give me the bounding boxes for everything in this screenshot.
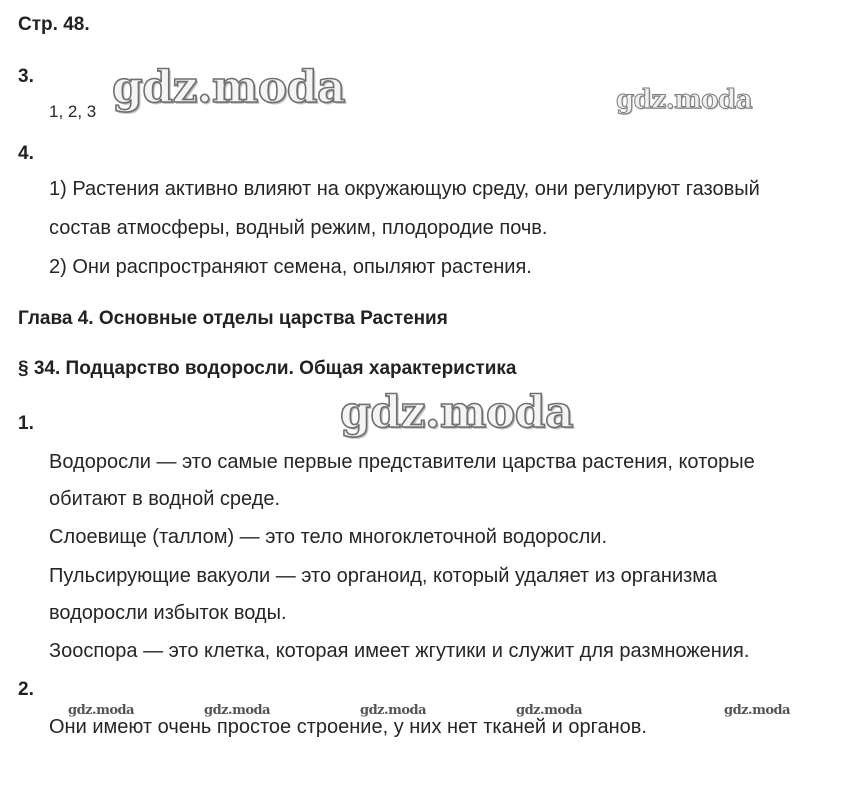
- watermark-logo: gdz.moda: [616, 85, 753, 115]
- answer-4-line-1: 1) Растения активно влияют на окружающую среду, они регулируют газовый: [49, 178, 760, 200]
- answer-4-line-2: состав атмосферы, водный режим, плодородие почв.: [49, 217, 548, 239]
- watermark-logo: gdz.moda: [340, 387, 574, 438]
- answer-3: 1, 2, 3: [49, 102, 97, 121]
- answer-4-line-3: 2) Они распространяют семена, опыляют растения.: [49, 256, 532, 278]
- question-number-2: 2.: [18, 679, 34, 700]
- question-number-3: 3.: [18, 66, 34, 87]
- watermark-logo-small: gdz.moda: [516, 703, 583, 718]
- question-number-1: 1.: [18, 413, 34, 434]
- section-title: § 34. Подцарство водоросли. Общая характеристика: [18, 358, 517, 379]
- watermark-logo-small: gdz.moda: [204, 703, 271, 718]
- chapter-title: Глава 4. Основные отделы царства Растения: [18, 308, 448, 329]
- answer-1-line-1: Водоросли — это самые первые представители царства растения, которые: [49, 451, 755, 473]
- question-number-4: 4.: [18, 143, 34, 164]
- answer-1-line-6: Зооспора — это клетка, которая имеет жгутики и служит для размножения.: [49, 640, 750, 662]
- watermark-logo-small: gdz.moda: [68, 703, 135, 718]
- answer-1-line-4: Пульсирующие вакуоли — это органоид, который удаляет из организма: [49, 565, 718, 587]
- watermark-logo-small: gdz.moda: [360, 703, 427, 718]
- answer-1-line-3: Слоевище (таллом) — это тело многоклеточной водоросли.: [49, 526, 608, 548]
- watermark-logo: gdz.moda: [112, 62, 346, 113]
- watermark-logo-small: gdz.moda: [724, 703, 791, 718]
- answer-1-line-2: обитают в водной среде.: [49, 488, 281, 510]
- answer-1-line-5: водоросли избыток воды.: [49, 602, 287, 624]
- page-heading: Стр. 48.: [18, 14, 90, 35]
- answer-2: Они имеют очень простое строение, у них нет тканей и органов.: [49, 716, 647, 738]
